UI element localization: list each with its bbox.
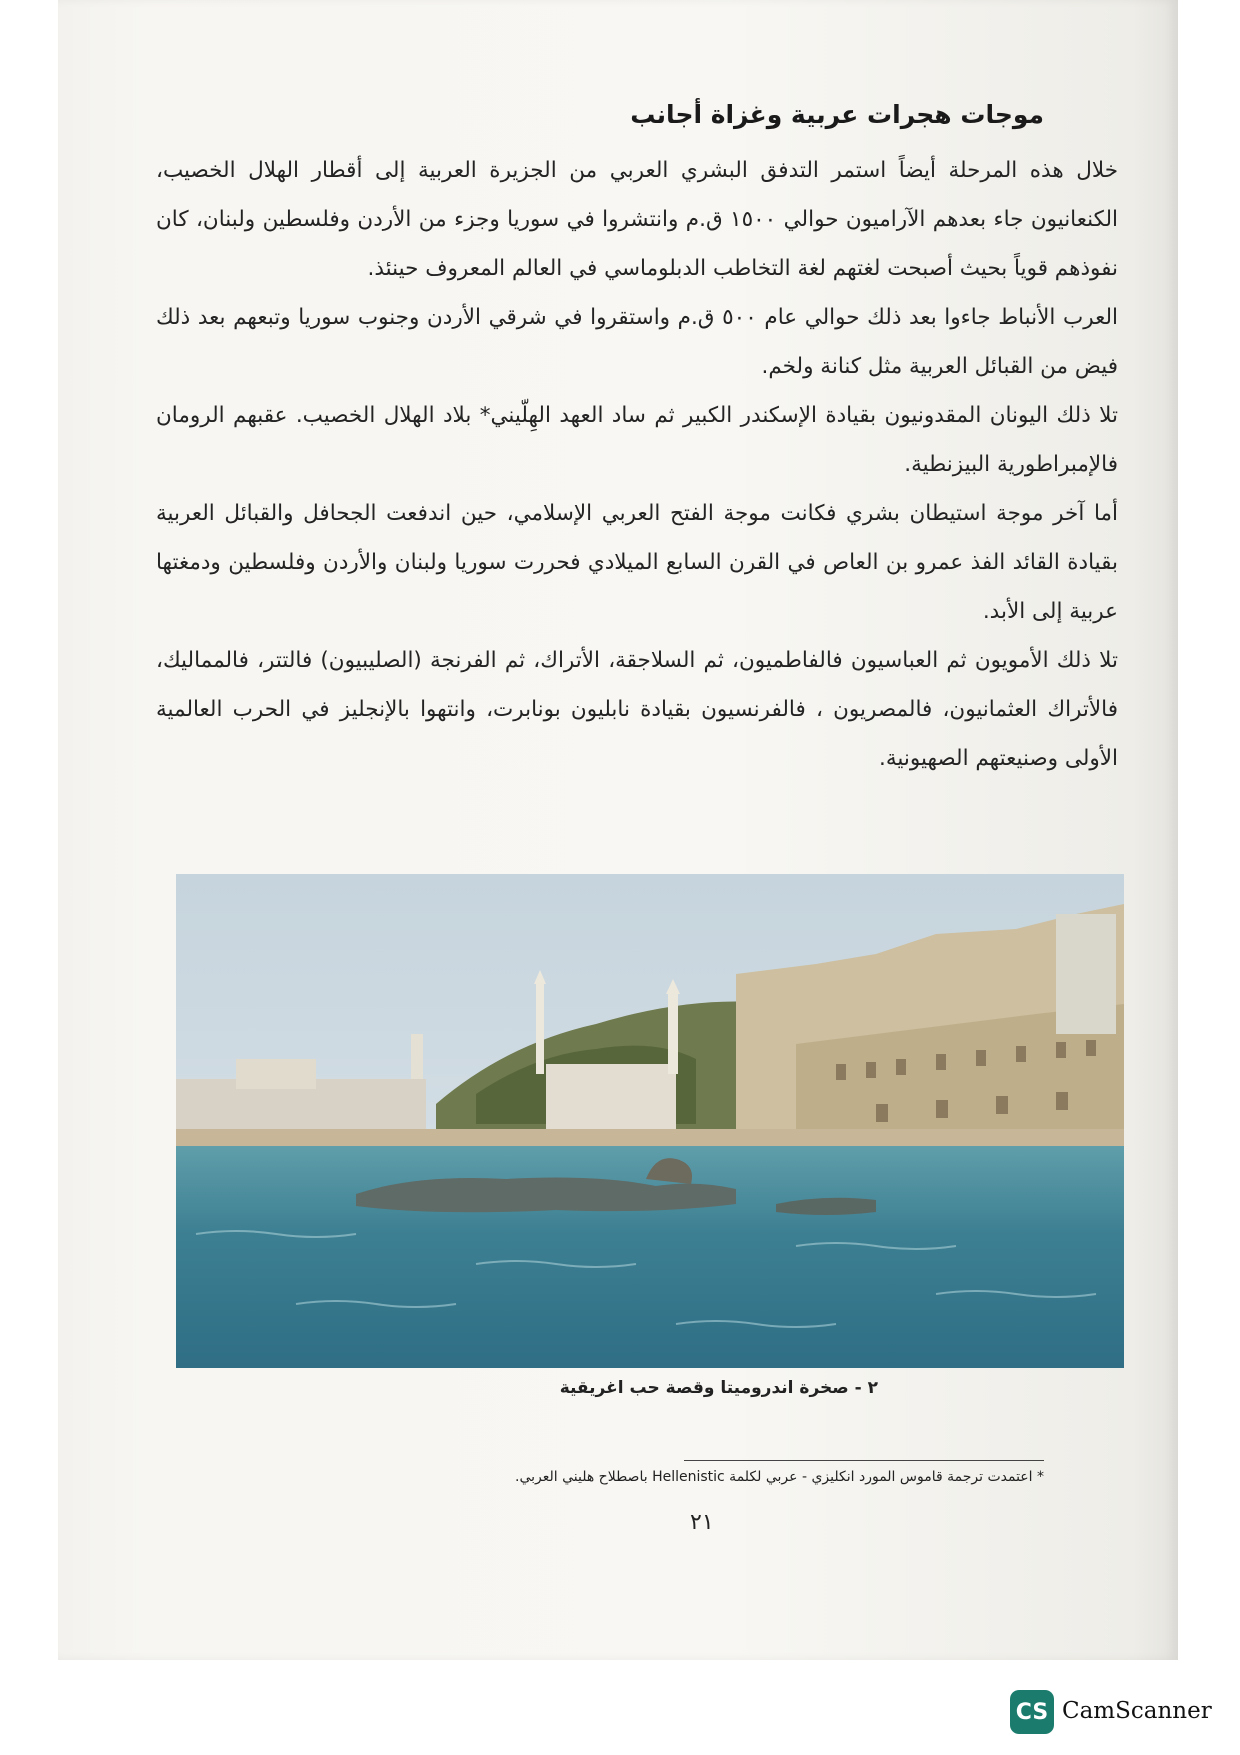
page-number: ٢١ xyxy=(690,1510,714,1535)
mosque xyxy=(546,1064,676,1139)
tower-building xyxy=(1056,914,1116,1034)
footnote-rule xyxy=(684,1460,1044,1461)
figure-caption: ٢ - صخرة اندروميتا وقصة حب اغريقية xyxy=(559,1378,878,1398)
footnote: * اعتمدت ترجمة قاموس المورد انكليزي - عربي لكلمة Hellenistic باصطلاح هليني العربي. xyxy=(515,1469,1044,1485)
paragraph: خلال هذه المرحلة أيضاً استمر التدفق البشري العربي من الجزيرة العربية إلى أقطار الهلال الخصيب، الكنعانيون جاء بعدهم الآراميون حوالي ١٥٠٠ ق.م وانتشروا في سوريا وجزء من الأردن وفلسطين ولبنان، كان نفوذهم قوياً بحيث أصبحت لغتهم لغة التخاطب الدبلوماسي في العالم المعروف حينئذ. xyxy=(156,158,1118,281)
minaret xyxy=(668,994,678,1074)
distant-building xyxy=(236,1059,316,1089)
book-page xyxy=(58,0,1178,1660)
minaret-two xyxy=(536,984,544,1074)
paragraph: العرب الأنباط جاءوا بعد ذلك حوالي عام ٥٠٠ ق.م واستقروا في شرقي الأردن وجنوب سوريا وتبعهم بعد ذلك فيض من القبائل العربية مثل كنانة ولخم. xyxy=(156,305,1118,379)
scan-margin xyxy=(0,0,58,1755)
harbor-photo xyxy=(176,874,1124,1368)
paragraph: تلا ذلك اليونان المقدونيون بقيادة الإسكندر الكبير ثم ساد العهد الهِلّيني* بلاد الهلال الخصيب. عقبهم الرومان فالإمبراطورية البيزنطية. xyxy=(156,403,1118,477)
paragraph: تلا ذلك الأمويون ثم العباسيون فالفاطميون، ثم السلاجقة، الأتراك، ثم الفرنجة (الصليبيون) فالتتر، فالمماليك، فالأتراك العثمانيون، فالمصريون ، فالفرنسيون بقيادة نابليون بونابرت، وانتهوا بالإنجليز في الحرب العالمية الأولى وصنيعتهم الصهيونية. xyxy=(156,648,1118,771)
paragraph: أما آخر موجة استيطان بشري فكانت موجة الفتح العربي الإسلامي، حين اندفعت الجحافل والقبائل العربية بقيادة القائد الفذ عمرو بن العاص في القرن السابع الميلادي فحررت سوريا ولبنان والأردن وفلسطين ودمغتها عربية إلى الأبد. xyxy=(156,501,1118,624)
body-text xyxy=(156,146,1118,783)
camscanner-logo-icon: CS xyxy=(1010,1690,1054,1734)
camscanner-brand: CamScanner xyxy=(1062,1698,1212,1724)
section-heading: موجات هجرات عربية وغزاة أجانب xyxy=(630,100,1044,129)
harbor-illustration xyxy=(176,874,1124,1368)
